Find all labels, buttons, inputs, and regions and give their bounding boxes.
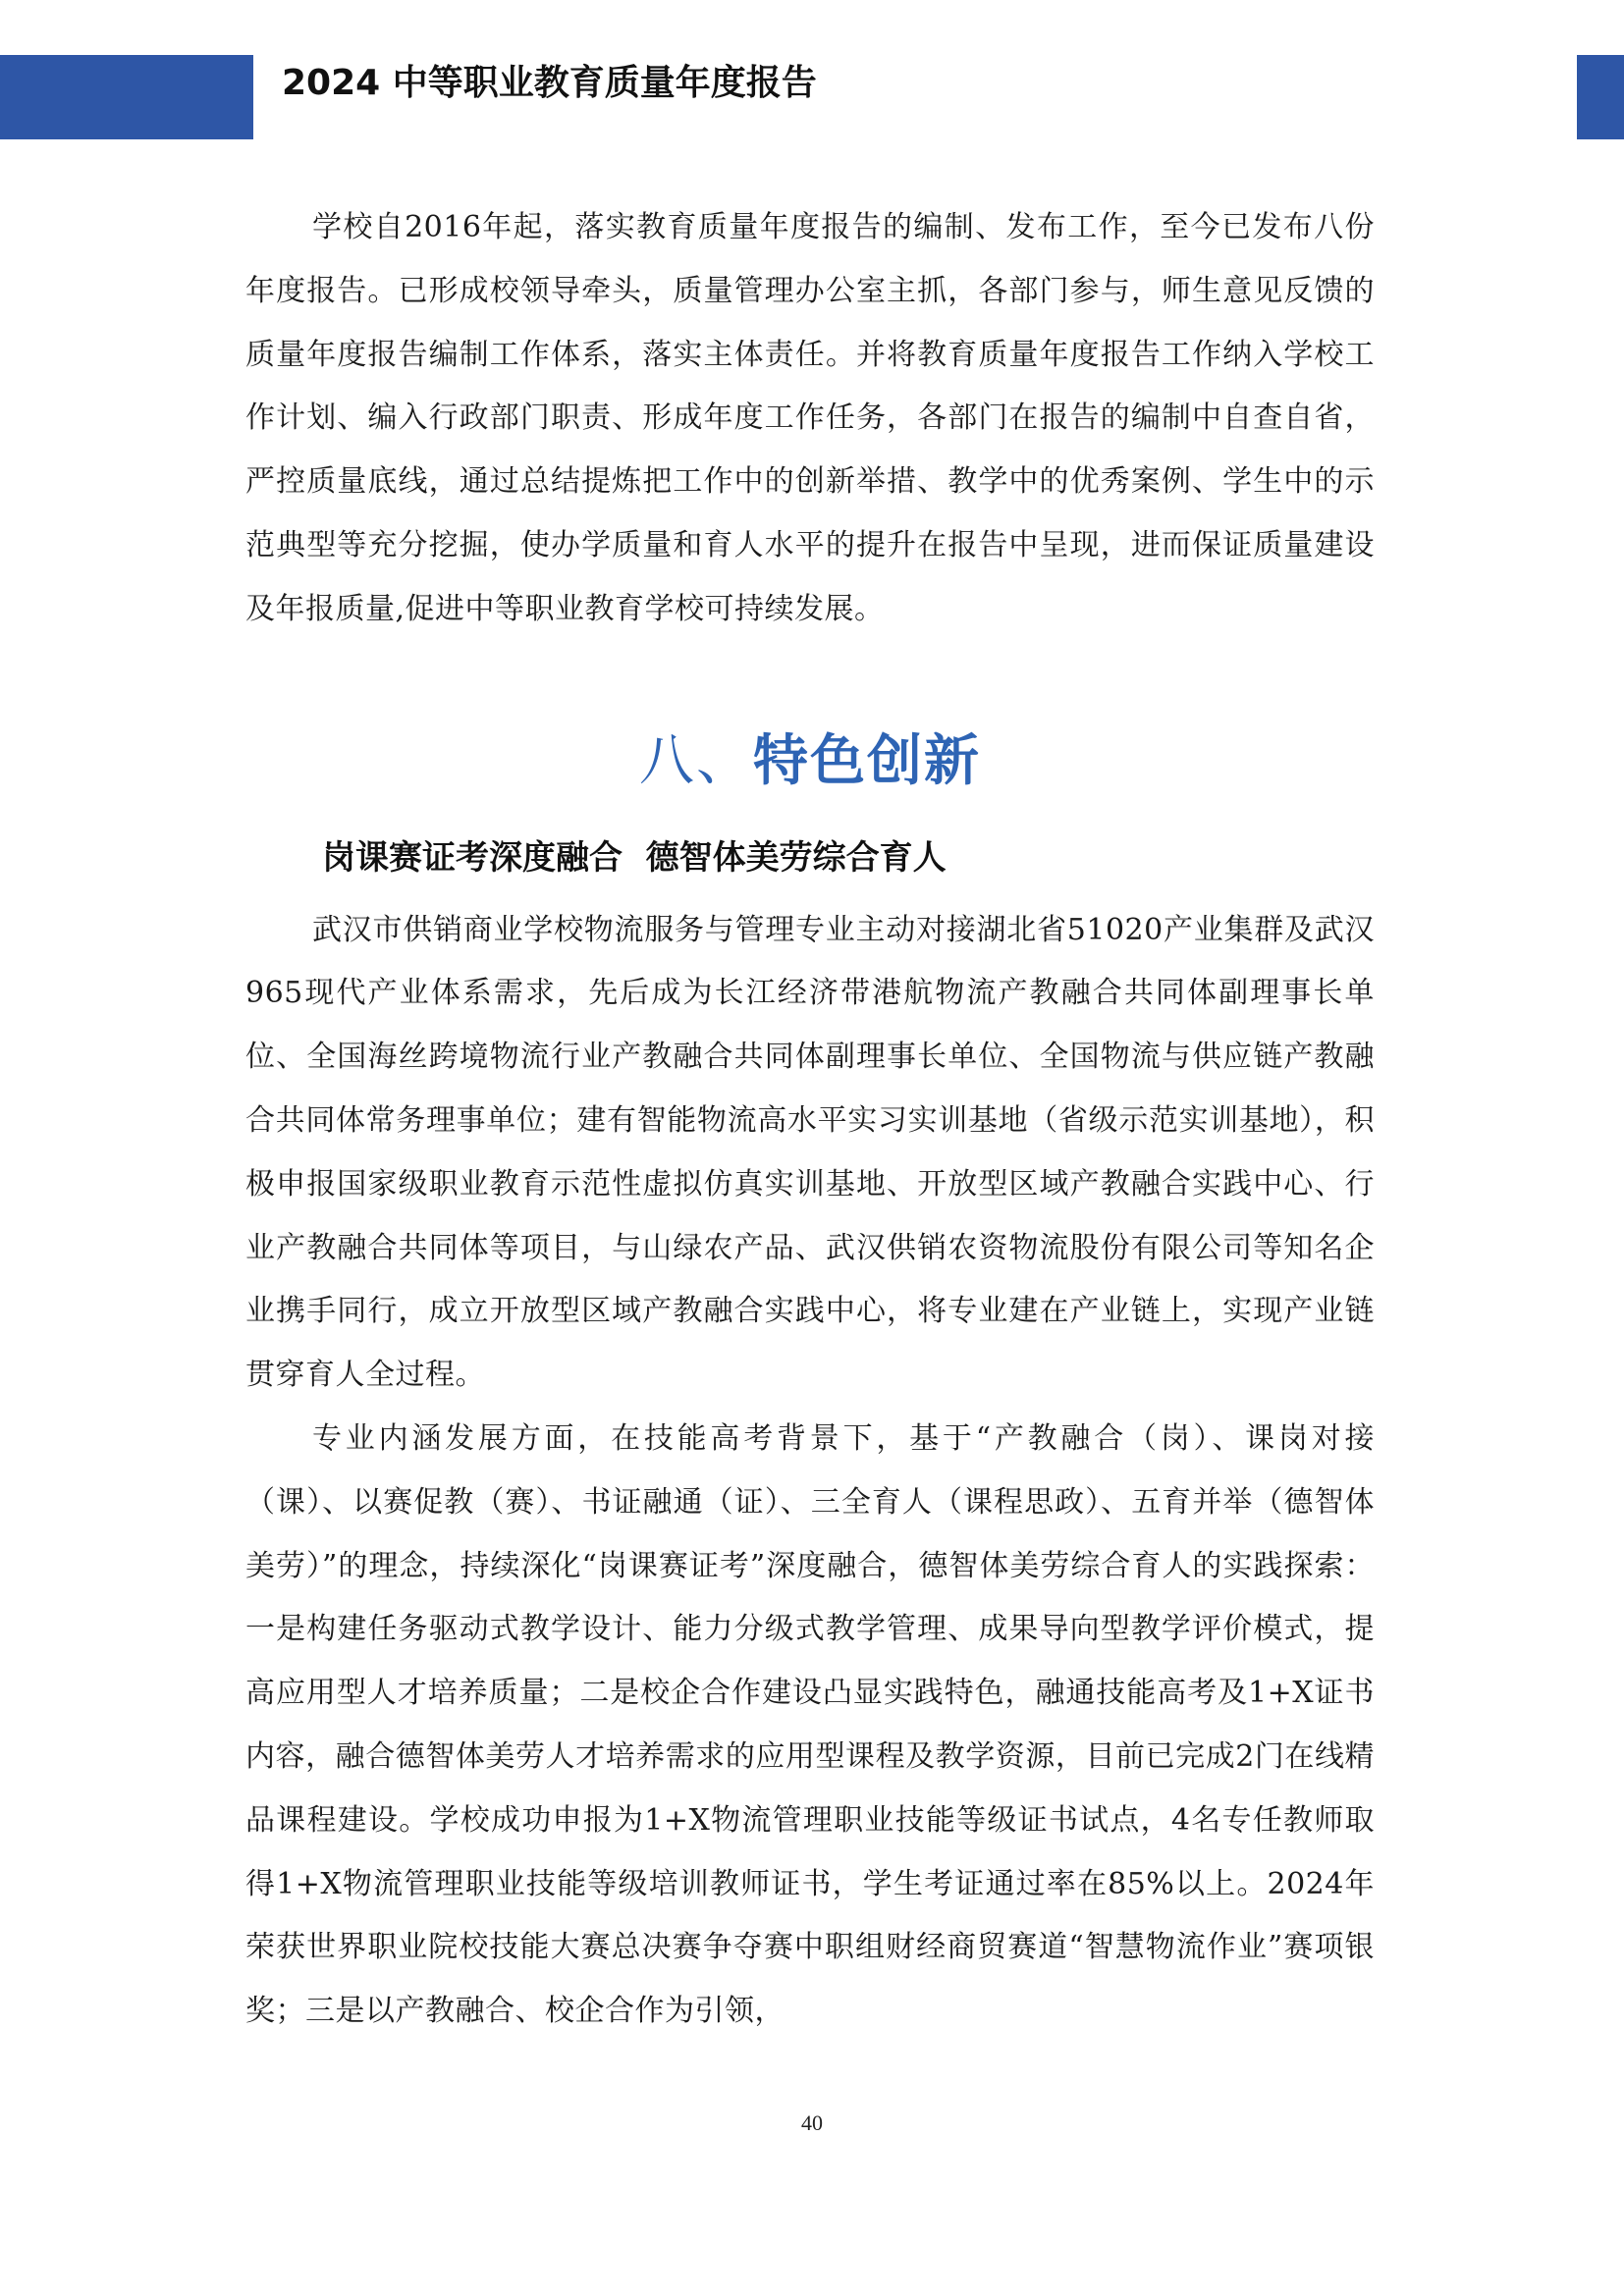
page-number: 40: [801, 2110, 823, 2135]
report-header-title: 2024 中等职业教育质量年度报告: [282, 63, 817, 103]
page-content: [245, 196, 1375, 2044]
intro-paragraph: 学校自2016年起，落实教育质量年度报告的编制、发布工作，至今已发布八份年度报告。已形成校领导牵头，质量管理办公室主抓，各部门参与，师生意见反馈的质量年度报告编制工作体系，落实主体责任。并将教育质量年度报告工作纳入学校工作计划、编入行政部门职责、形成年度工作任务，各部门在报告的编制中自查自省，严控质量底线，通过总结提炼把工作中的创新举措、教学中的优秀案例、学生中的示范典型等充分挖掘，使办学质量和育人水平的提升在报告中呈现，进而保证质量建设及年报质量,促进中等职业教育学校可持续发展。: [245, 210, 1375, 626]
header-decor-bar-left: [0, 55, 253, 139]
body-paragraph-1: 武汉市供销商业学校物流服务与管理专业主动对接湖北省51020产业集群及武汉965现代产业体系需求，先后成为长江经济带港航物流产教融合共同体副理事长单位、全国海丝跨境物流行业产教融合共同体副理事长单位、全国物流与供应链产教融合共同体常务理事单位；建有智能物流高水平实习实训基地（省级示范实训基地），积极申报国家级职业教育示范性虚拟仿真实训基地、开放型区域产教融合实践中心、行业产教融合共同体等项目，与山绿农产品、武汉供销农资物流股份有限公司等知名企业携手同行，成立开放型区域产教融合实践中心，将专业建在产业链上，实现产业链贯穿育人全过程。: [245, 912, 1375, 1393]
section-title-text: 特色创新: [753, 728, 981, 793]
body-paragraph-2: 专业内涵发展方面，在技能高考背景下，基于“产教融合（岗）、课岗对接（课）、以赛促教（赛）、书证融通（证）、三全育人（课程思政）、五育并举（德智体美劳）”的理念，持续深化“岗课赛证考”深度融合，德智体美劳综合育人的实践探索：一是构建任务驱动式教学设计、能力分级式教学管理、成果导向型教学评价模式，提高应用型人才培养质量；二是校企合作建设凸显实践特色，融通技能高考及1+X证书内容，融合德智体美劳人才培养需求的应用型课程及教学资源，目前已完成2门在线精品课程建设。学校成功申报为1+X物流管理职业技能等级证书试点，4名专任教师取得1+X物流管理职业技能等级培训教师证书，学生考证通过率在85%以上。2024年荣获世界职业院校技能大赛总决赛争夺赛中职组财经商贸赛道“智慧物流作业”赛项银奖；三是以产教融合、校企合作为引领，: [245, 1420, 1375, 2029]
subsection-heading: 岗课赛证考深度融合 德智体美劳综合育人: [322, 837, 947, 878]
section-number: 八、: [639, 728, 753, 793]
section-heading: [245, 722, 1375, 801]
header-decor-bar-right: [1577, 55, 1624, 139]
